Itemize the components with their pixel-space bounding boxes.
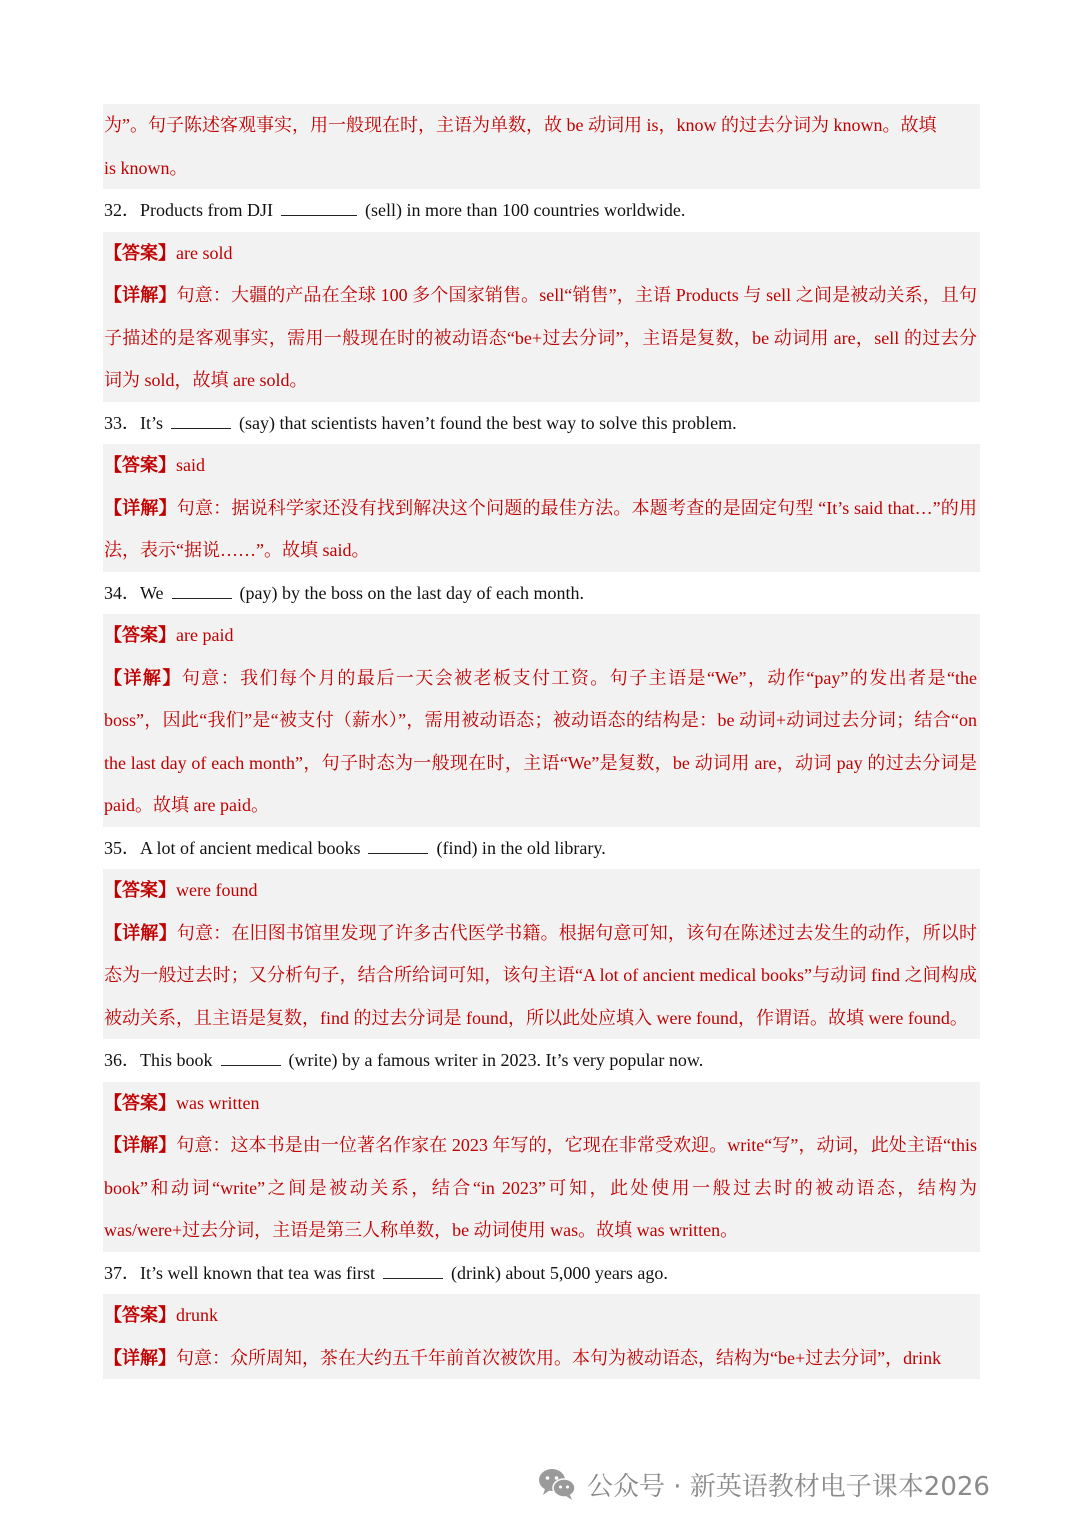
- answer-tag: 【答案】: [104, 625, 176, 645]
- question-number: 33．: [104, 412, 140, 433]
- answer-block-35: [103, 869, 980, 1039]
- question-text-after: (find) in the old library.: [436, 837, 606, 858]
- answer-text: are paid: [176, 625, 234, 645]
- detail-paragraph: [104, 912, 977, 1040]
- detail-tag: 【详解】: [104, 285, 177, 305]
- answer-block-37: [103, 1294, 980, 1379]
- question-text-after: (write) by a famous writer in 2023. It’s very popular now.: [288, 1050, 704, 1070]
- question-text-before: Products from DJI: [140, 200, 273, 220]
- answer-block-32: [103, 232, 980, 402]
- answer-blank: [368, 839, 428, 854]
- question-text-before: We: [140, 582, 164, 603]
- answer-line: [104, 444, 977, 487]
- answer-blank: [171, 414, 231, 429]
- watermark-label: 公众号 · 新英语教材电子课本2026: [587, 1471, 990, 1502]
- answer-line: [104, 869, 977, 912]
- explanation-line: 为”。句子陈述客观事实，用一般现在时，主语为单数，故 be 动词用 is，know 的过去分词为 known。故填: [104, 115, 937, 135]
- wechat-watermark: [537, 1462, 990, 1506]
- question-number: 34．: [104, 582, 140, 603]
- question-text-after: (pay) by the boss on the last day of each month.: [239, 582, 584, 603]
- detail-text: 句意：据说科学家还没有找到解决这个问题的最佳方法。本题考查的是固定句型 “It’s said that…”的用法，表示“据说……”。故填 said。: [104, 497, 977, 560]
- answer-text: said: [176, 455, 205, 475]
- answer-text: were found: [176, 880, 258, 900]
- question-text-before: This book: [140, 1050, 213, 1070]
- question-text-before: A lot of ancient medical books: [140, 837, 361, 858]
- answer-block-36: [103, 1082, 980, 1252]
- answer-blank: [281, 201, 357, 216]
- answer-tag: 【答案】: [104, 242, 176, 263]
- question-33: [0, 402, 980, 445]
- detail-text: 句意：这本书是由一位著名作家在 2023 年写的，它现在非常受欢迎。write“写”，动词，此处主语“this book”和动词“write”之间是被动关系，结合“in 2023”可知，此处使用一般过去时的被动语态，结构为 was/were+过去分词，主语是第三人称单数，be 动词使用 was。故填 was written。: [104, 1135, 977, 1240]
- answer-text: are sold: [176, 242, 233, 263]
- question-text-after: (sell) in more than 100 countries worldwide.: [365, 200, 686, 220]
- answer-blank: [221, 1051, 281, 1066]
- detail-tag: 【详解】: [104, 497, 177, 518]
- answer-line: [104, 232, 977, 275]
- detail-paragraph: [104, 657, 977, 827]
- detail-text: 句意：大疆的产品在全球 100 多个国家销售。sell“销售”，主语 Products 与 sell 之间是被动关系，且句子描述的是客观事实，需用一般现在时的被动语态“be+过去分词”，主语是复数，be 动词用 are，sell 的过去分词为 sold，故填 are sold。: [104, 285, 978, 390]
- question-34: [0, 572, 980, 615]
- question-number: 37．: [104, 1262, 140, 1283]
- question-text-before: It’s: [140, 412, 164, 433]
- detail-tag: 【详解】: [104, 667, 182, 688]
- document-content: [0, 104, 1080, 1379]
- answer-text: was written: [176, 1092, 260, 1113]
- detail-paragraph: [104, 487, 977, 572]
- explanation-line: is known。: [104, 157, 188, 178]
- question-text-before: It’s well known that tea was first: [140, 1262, 375, 1283]
- answer-block-34: [103, 614, 980, 827]
- wechat-icon: [537, 1466, 577, 1502]
- question-32: [0, 189, 980, 232]
- answer-tag: 【答案】: [104, 880, 176, 900]
- detail-paragraph: [104, 274, 977, 402]
- question-number: 36．: [104, 1050, 140, 1070]
- answer-tag: 【答案】: [104, 455, 176, 475]
- answer-block-33: [103, 444, 980, 572]
- answer-blank: [383, 1264, 443, 1279]
- detail-tag: 【详解】: [104, 1347, 176, 1368]
- answer-line: [104, 1294, 977, 1337]
- answer-tag: 【答案】: [104, 1092, 176, 1113]
- question-text-after: (say) that scientists haven’t found the best way to solve this problem.: [239, 412, 737, 433]
- question-text-after: (drink) about 5,000 years ago.: [450, 1262, 668, 1283]
- answer-blank: [172, 584, 232, 599]
- detail-paragraph: [104, 1337, 977, 1380]
- detail-paragraph: [104, 1124, 977, 1252]
- detail-text: 句意：众所周知，茶在大约五千年前首次被饮用。本句为被动语态，结构为“be+过去分词”，drink: [176, 1347, 942, 1368]
- answer-tag: 【答案】: [104, 1305, 176, 1325]
- answer-line: [104, 614, 977, 657]
- detail-tag: 【详解】: [104, 1135, 177, 1155]
- question-36: [0, 1039, 980, 1082]
- answer-text: drunk: [176, 1305, 218, 1325]
- detail-tag: 【详解】: [104, 922, 177, 943]
- answer-line: [104, 1082, 977, 1125]
- question-37: [0, 1252, 980, 1295]
- detail-text: 句意：我们每个月的最后一天会被老板支付工资。句子主语是“We”，动作“pay”的发出者是“the boss”，因此“我们”是“被支付（薪水）”，需用被动语态；被动语态的结构是：be 动词+动词过去分词；结合“on the last day of each month”，句子时态为一般现在时，主语“We”是复数，be 动词用 are，动词 pay 的过去分词是 paid。故填 are paid。: [104, 667, 977, 815]
- question-number: 32．: [104, 200, 140, 220]
- question-number: 35．: [104, 837, 140, 858]
- top-explanation-block: [103, 104, 980, 189]
- detail-text: 句意：在旧图书馆里发现了许多古代医学书籍。根据句意可知，该句在陈述过去发生的动作，所以时态为一般过去时；又分析句子，结合所给词可知，该句主语“A lot of ancient medical books”与动词 find 之间构成被动关系，且主语是复数，find 的过去分词是 found，所以此处应填入 were found，作谓语。故填 were found。: [104, 922, 977, 1028]
- question-35: [0, 827, 980, 870]
